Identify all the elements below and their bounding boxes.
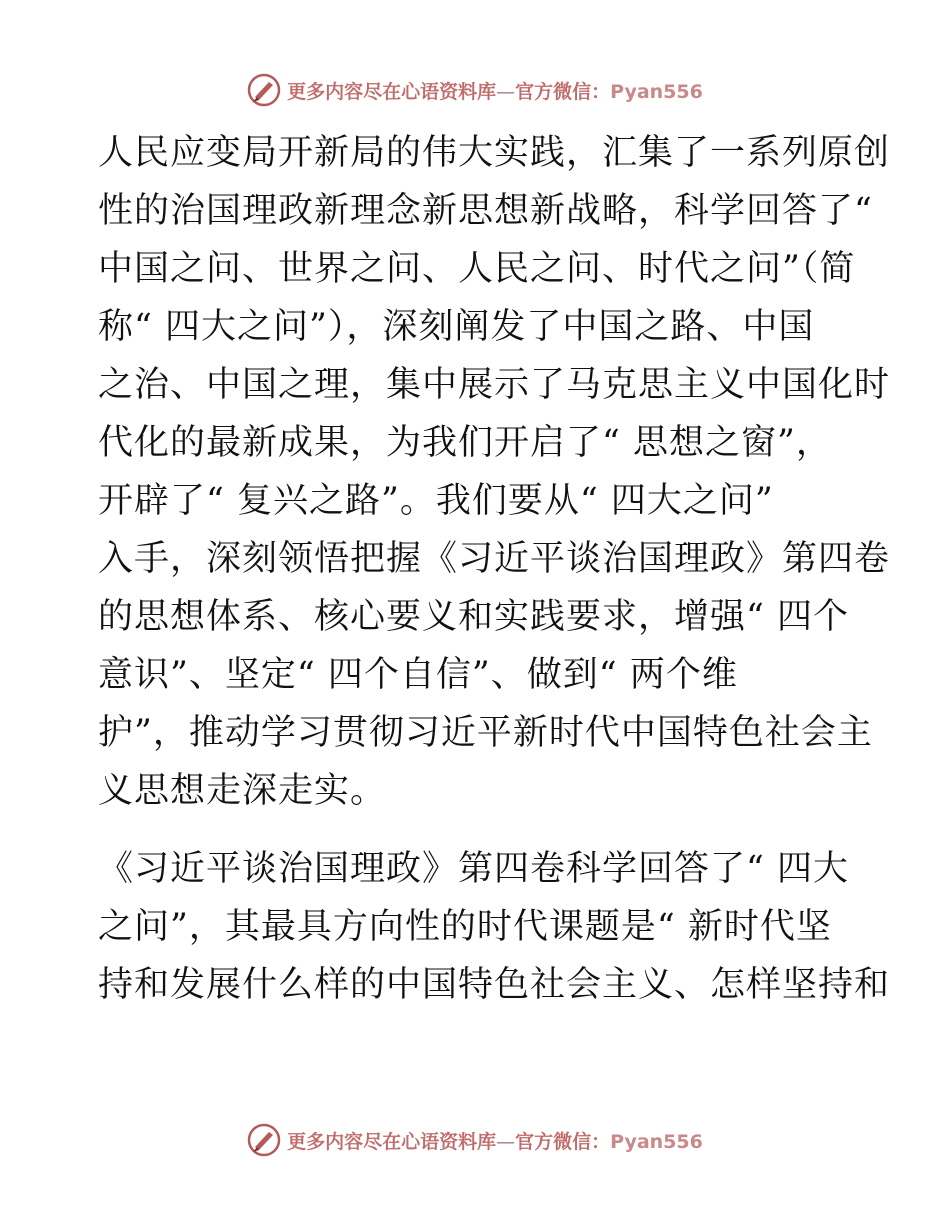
footer-banner-inner [247,1123,703,1157]
header-dash: — [496,80,516,103]
footer-dash: — [496,1130,516,1153]
paragraph-2 [98,840,891,1014]
header-banner-inner [247,73,703,107]
document-body [98,124,891,1014]
text-line: 之问”，其最具方向性的时代课题是“ 新时代坚 [98,907,832,947]
text-line: 意识”、坚定“ 四个自信”、做到“ 两个维 [98,655,738,695]
header-banner [0,70,950,110]
footer-wechat-id: Pyan556 [610,1130,703,1153]
paragraph-1 [98,124,891,820]
text-line: 《习近平谈治国理政》第四卷科学回答了“ 四大 [98,849,850,889]
pen-logo-icon [247,73,281,107]
text-line: 的思想体系、核心要义和实践要求，增强“ 四个 [98,597,850,637]
footer-banner [0,1120,950,1160]
header-brand-text: 更多内容尽在心语资料库 [287,80,497,103]
text-line: 护”，推动学习贯彻习近平新时代中国特色社会主 [98,713,873,753]
pen-logo-icon [247,1123,281,1157]
text-line: 开辟了“ 复兴之路”。我们要从“ 四大之问” [98,481,774,521]
text-line: 义思想走深走实。 [98,771,387,811]
footer-banner-text [287,1127,703,1154]
footer-wechat-label: 官方微信： [515,1130,611,1153]
header-banner-text [287,77,703,104]
text-line: 人民应变局开新局的伟大实践，汇集了一系列原创 [98,133,891,173]
paragraph-gap [98,820,858,840]
text-line: 入手，深刻领悟把握《习近平谈治国理政》第四卷 [98,539,891,579]
header-wechat-label: 官方微信： [515,80,611,103]
text-line: 持和发展什么样的中国特色社会主义、怎样坚持和 [98,965,891,1005]
text-line: 之治、中国之理，集中展示了马克思主义中国化时 [98,365,891,405]
text-line: 中国之问、世界之问、人民之问、时代之问”（简 [98,249,856,289]
header-wechat-id: Pyan556 [610,80,703,103]
text-line: 代化的最新成果，为我们开启了“ 思想之窗”， [98,423,832,463]
footer-brand-text: 更多内容尽在心语资料库 [287,1130,497,1153]
text-line: 性的治国理政新理念新思想新战略，科学回答了“ [98,191,873,231]
text-line: 称“ 四大之问”），深刻阐发了中国之路、中国 [98,307,815,347]
